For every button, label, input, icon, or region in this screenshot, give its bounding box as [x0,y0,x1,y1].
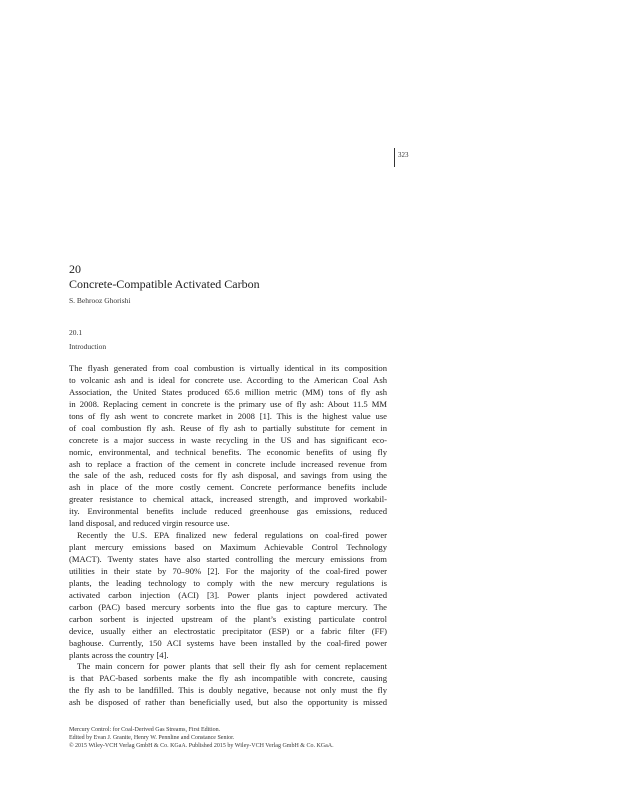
body-line: carbon sorbent is injected upstream of the plant’s existing particulate control [69,613,387,624]
body-line: activated carbon injection (ACI) [3]. Power plants inject powdered activated [69,589,387,600]
page-number: 323 [398,151,409,159]
body-line: tons of fly ash went to concrete market in 2008 [1]. This is the highest value use [69,410,387,421]
body-line: ash in place of the more costly cement. Concrete performance benefits include [69,482,387,493]
body-line: device, usually either an electrostatic precipitator (ESP) or a fabric filter (FF) [69,625,387,636]
body-line: the fly ash to be landfilled. This is doubly negative, because not only must the fly [69,685,387,696]
body-text [69,363,387,709]
body-line: ity. Environmental benefits include reduced greenhouse gas emissions, reduced [69,506,387,517]
footer-copyright: © 2015 Wiley-VCH Verlag GmbH & Co. KGaA. Published 2015 by Wiley-VCH Verlag GmbH & Co. KGaA. [69,743,334,749]
footer-book-title: Mercury Control: for Coal-Derived Gas Streams, First Edition. [69,727,221,733]
section-number: 20.1 [69,328,83,337]
body-line: ash be disposed of rather than beneficially used, but also the opportunity is missed [69,697,387,708]
body-line: in 2008. Replacing cement in concrete is the primary use of fly ash: About 11.5 MM [69,398,387,409]
body-line: to volcanic ash and is ideal for concrete use. According to the American Coal Ash [69,374,387,385]
footer-credits [69,726,334,750]
body-line: land disposal, and reduced virgin resource use. [69,518,230,529]
body-line: ash to replace a fraction of the cement in concrete include increased revenue from [69,458,387,469]
body-line: of coal combustion fly ash. Reuse of fly ash to partially substitute for cement in [69,422,387,433]
body-line: plants across the country [4]. [69,649,169,660]
body-line: nomic, environmental, and technical benefits. The economic benefits of using fly [69,446,387,457]
body-line: baghouse. Currently, 150 ACI systems have been installed by the coal-fired power [69,637,387,648]
section-title: Introduction [69,342,107,351]
body-line: Recently the U.S. EPA finalized new federal regulations on coal-fired power [77,530,387,541]
body-line: greater resistance to chemical attack, increased strength, and improved workabil- [69,494,387,505]
body-line: plants, the leading technology to comply with the new mercury regulations is [69,577,387,588]
footer-editors: Edited by Evan J. Granite, Henry W. Pennline and Constance Senior. [69,735,235,741]
body-line: is that PAC-based sorbents make the fly ash incompatible with concrete, causing [69,673,387,684]
body-line: concrete is a major success in waste recycling in the US and has significant eco- [69,434,387,445]
body-line: The flyash generated from coal combustion is virtually identical in its composition [69,363,387,373]
body-line: The main concern for power plants that sell their fly ash for cement replacement [77,661,387,672]
body-line: (MACT). Twenty states have also started controlling the mercury emissions from [69,554,387,564]
body-line: carbon (PAC) based mercury sorbents into the flue gas to capture mercury. The [69,601,387,612]
body-line: the sale of the ash, reduced costs for fly ash disposal, and savings from using the [69,470,387,481]
body-line: Association, the United States produced 65.6 million metric (MM) tons of fly ash [69,386,387,397]
chapter-author: S. Behrooz Ghorishi [69,296,131,305]
body-line: utilities in their state by 70–90% [2]. For the majority of the coal-fired power [69,565,387,576]
chapter-title: Concrete-Compatible Activated Carbon [69,277,260,291]
chapter-number: 20 [69,262,81,276]
page-number-rule [394,148,395,167]
body-line: plant mercury emissions based on Maximum Achievable Control Technology [69,542,387,553]
